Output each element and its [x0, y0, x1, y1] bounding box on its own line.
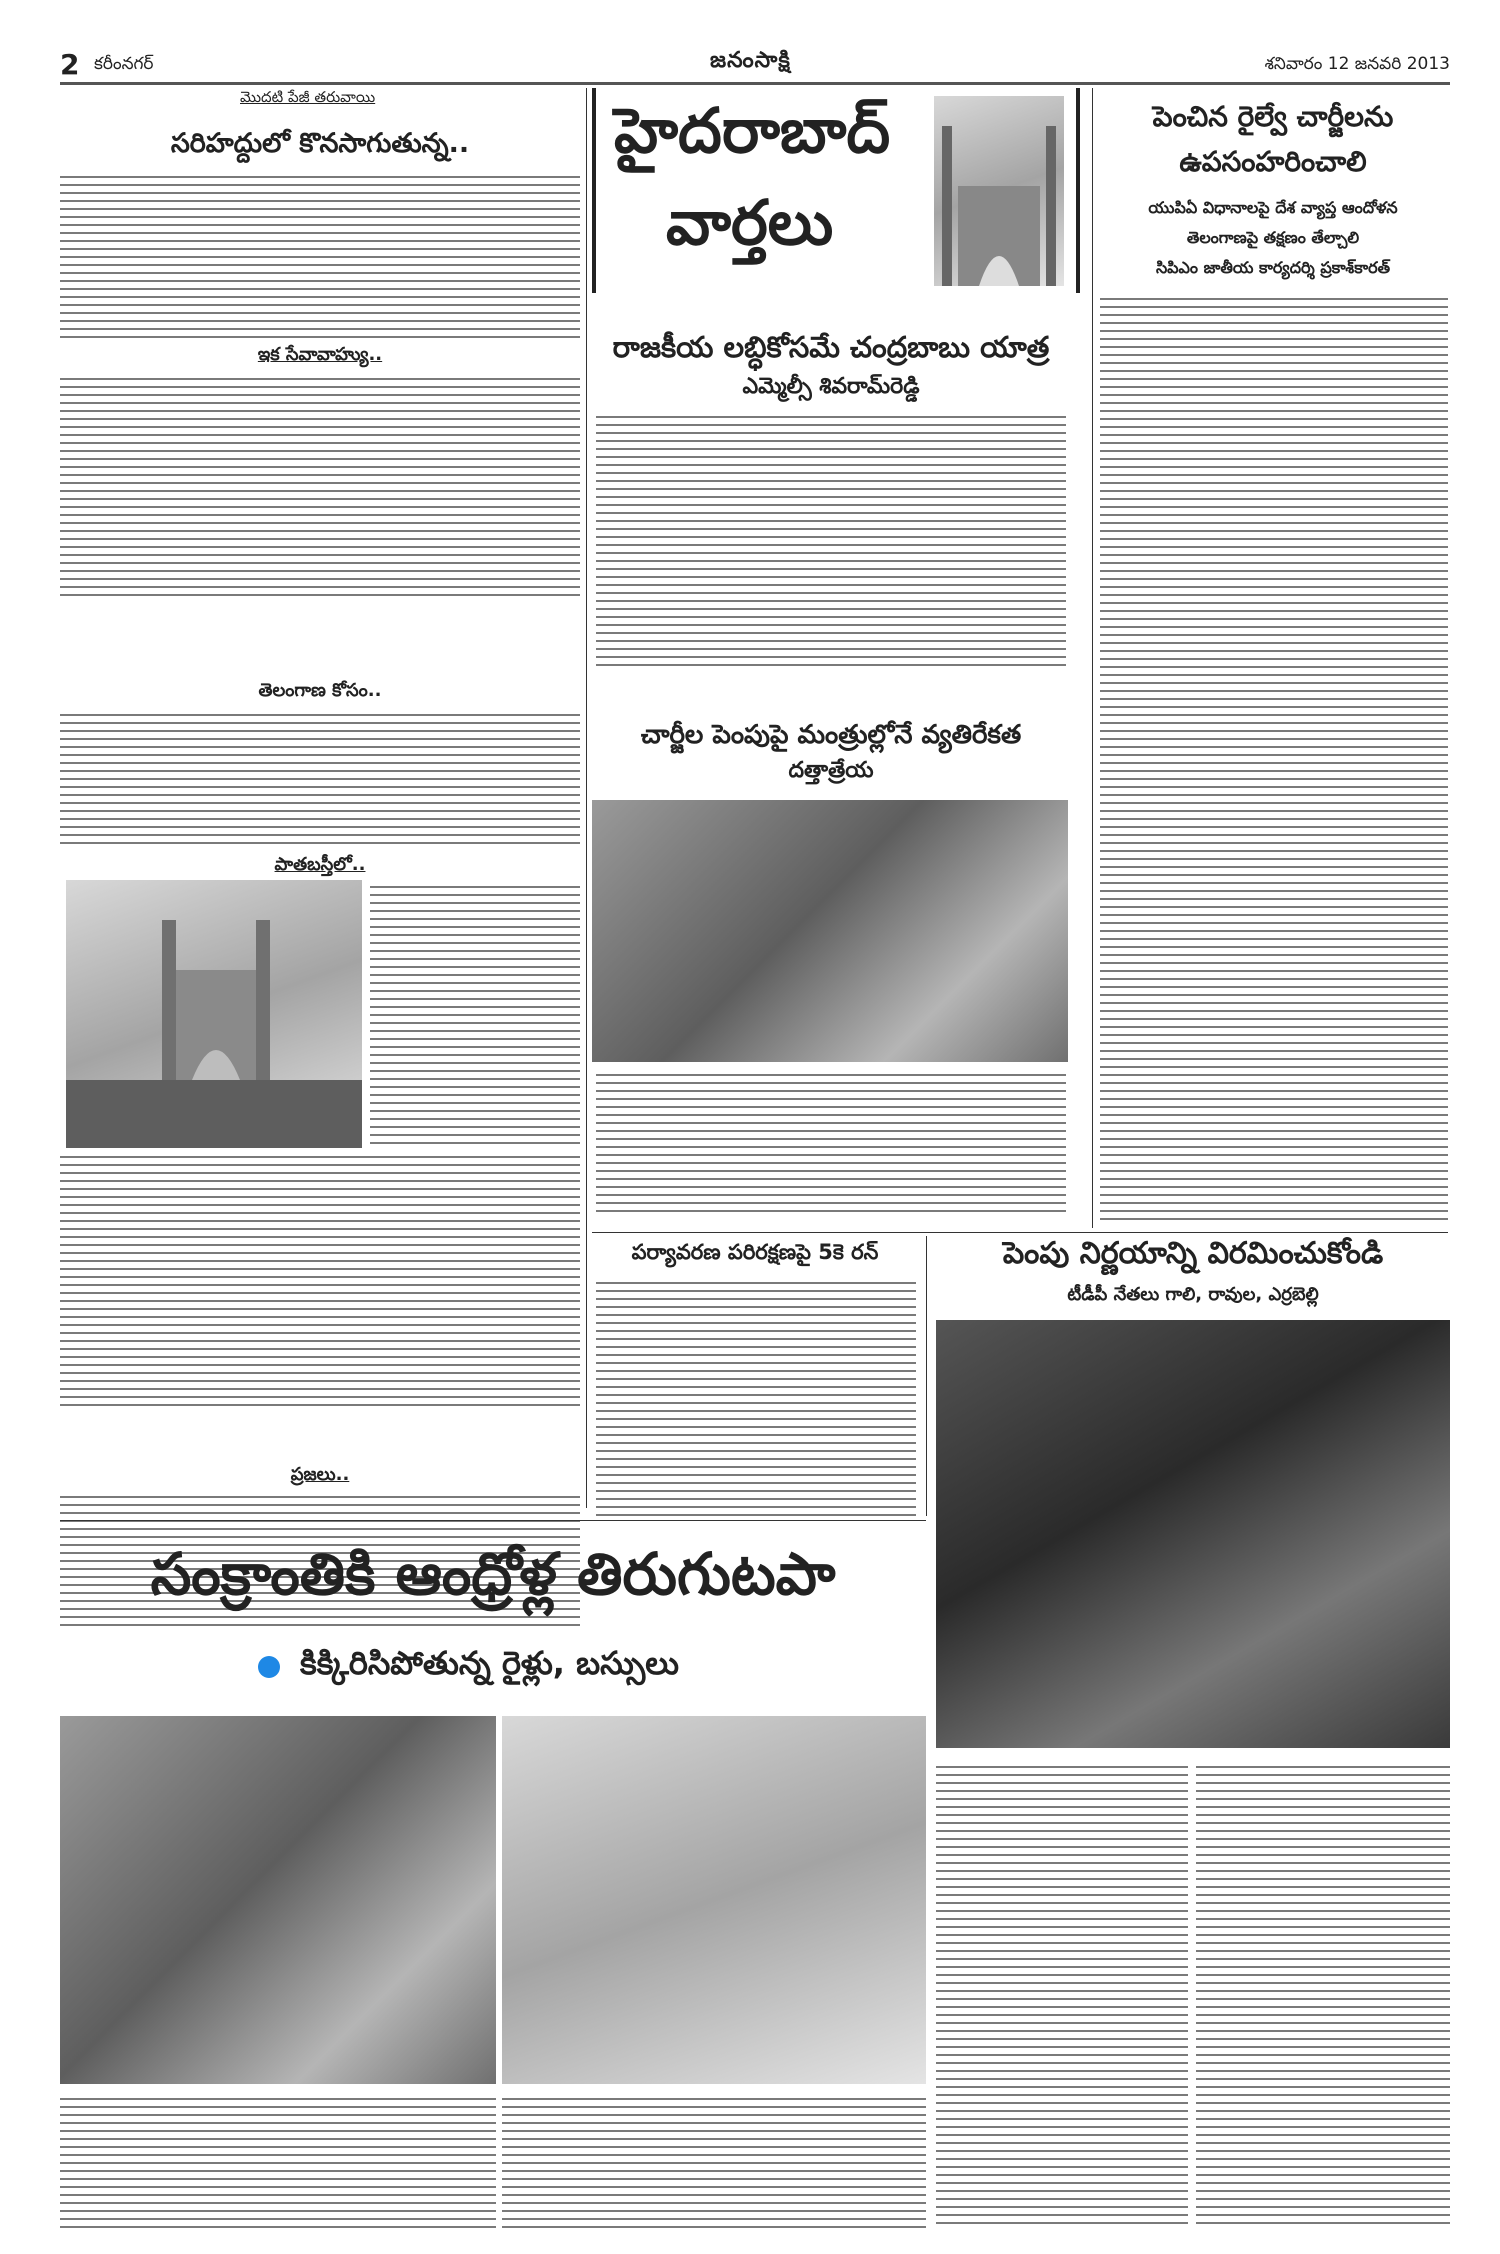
tdp-protest-photo [936, 1320, 1450, 1748]
charminar-police-photo [66, 880, 362, 1148]
col1-headline: సరిహద్దులో కొనసాగుతున్న.. [170, 128, 470, 159]
newspaper-brand: జనంసాక్షి [710, 48, 791, 73]
col1-subhead-1: ఇక సేవావాహ్యు.. [257, 344, 383, 365]
story2-byline: దత్తాత్రేయ [788, 758, 874, 783]
continued-label: మొదటి పేజీ తరువాయి [240, 88, 376, 106]
col1-subhead-3: పాతబస్తీలో.. [274, 854, 366, 875]
train-crowd-photo [60, 1716, 496, 2084]
right-headline-2: ఉపసంహరించాలి [1179, 145, 1367, 178]
page-number: 2 [60, 48, 80, 81]
story1-byline: ఎమ్మెల్సీ శివరామ్‌రెడ్డి [742, 374, 920, 399]
story2-headline: చార్జీల పెంపుపై మంత్రుల్లోనే వ్యతిరేకత [640, 720, 1022, 750]
column-divider [1092, 88, 1093, 1228]
col1-text-block-2 [60, 372, 580, 602]
tdp-body-left [936, 1760, 1188, 2230]
col1-text-block-3 [60, 708, 580, 846]
section-divider [592, 1232, 1448, 1233]
hyd-masthead-title: హైదరాబాద్ [614, 94, 891, 167]
story1-headline: రాజకీయ లబ్ధికోసమే చంద్రబాబు యాత్ర [612, 330, 1050, 364]
charminar-icon [66, 880, 362, 1148]
right-headline-1: పెంచిన రైల్వే చార్జీలను [1152, 100, 1394, 133]
press-meet-photo [592, 800, 1068, 1062]
section-divider [60, 1520, 926, 1521]
tdp-subhead: టీడీపీ నేతలు గాలి, రావుల, ఎర్రబెల్లి [1067, 1284, 1319, 1305]
hyd-masthead [592, 88, 1080, 293]
story1-body [596, 410, 1066, 672]
col1-text-block-1 [60, 170, 580, 338]
tdp-headline: పెంపు నిర్ణయాన్ని విరమించుకోండి [1002, 1236, 1384, 1271]
env-body [596, 1276, 916, 1516]
edition-place: కరీంనగర్ [94, 54, 154, 74]
bottom-subhead: కిక్కిరిసిపోతున్న రైళ్లు, బస్సులు [300, 1644, 679, 1682]
story2-body [596, 1068, 1066, 1218]
charminar-illustration [934, 96, 1064, 286]
column-divider [586, 88, 587, 1508]
col1-text-block-5 [60, 1150, 580, 1410]
col1-subhead-2: తెలంగాణ కోసం.. [258, 680, 382, 701]
tdp-body-right [1196, 1760, 1450, 2230]
bullet-icon [258, 1656, 280, 1678]
col1-text-block-4 [370, 880, 580, 1148]
right-subhead-3: సిపిఎం జాతీయ కార్యదర్శి ప్రకాశ్‌కారత్ [1155, 258, 1391, 277]
bottom-body-2 [502, 2092, 926, 2230]
col1-subhead-4: ప్రజలు.. [290, 1464, 350, 1485]
right-subhead-2: తెలంగాణపై తక్షణం తేల్చాలి [1186, 228, 1360, 247]
hyd-masthead-subtitle: వార్తలు [666, 186, 834, 259]
bottom-headline: సంక్రాంతికి ఆంధ్రోళ్ల తిరుగుటపా [150, 1540, 836, 1608]
charminar-icon [934, 96, 1064, 286]
bus-station-photo [502, 1716, 926, 2084]
page-header [60, 46, 1450, 85]
right-story-body [1100, 292, 1448, 1224]
column-divider [926, 1236, 927, 1516]
right-subhead-1: యుపిఏ విధానాలపై దేశ వ్యాప్త ఆందోళన [1148, 198, 1398, 217]
bottom-body-1 [60, 2092, 496, 2230]
issue-date: శనివారం 12 జనవరి 2013 [1264, 54, 1450, 74]
env-headline: పర్యావరణ పరిరక్షణపై 5కె రన్ [631, 1240, 879, 1264]
